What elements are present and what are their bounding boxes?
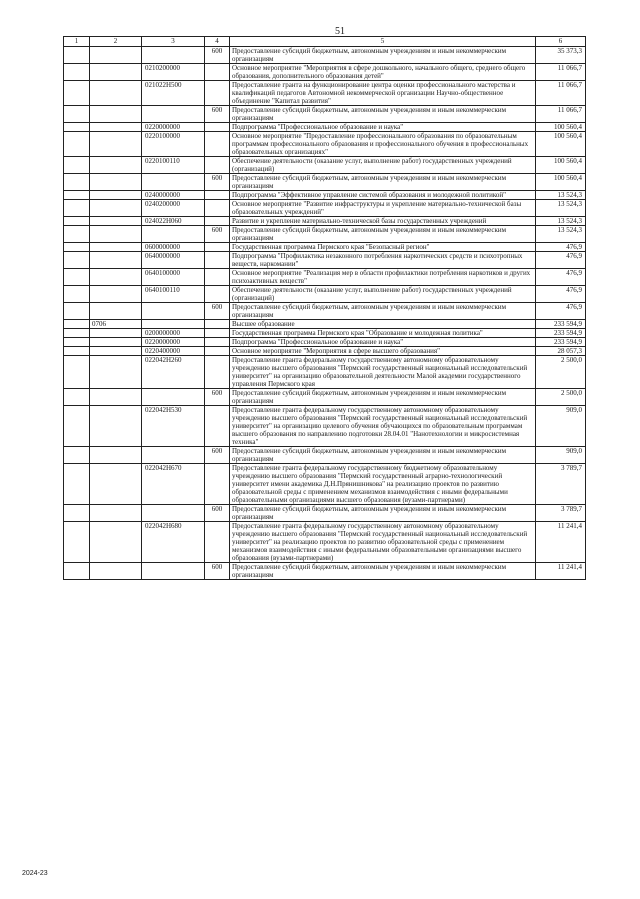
- table-cell-c1: [64, 356, 90, 389]
- column-header: 1: [64, 37, 90, 47]
- table-cell-c1: [64, 347, 90, 356]
- table-cell-c5: Основное мероприятие "Развитие инфраструктуры и укрепление материально-технической базы образовательных учреждений": [230, 200, 536, 217]
- table-cell-c3: [142, 320, 205, 329]
- table-cell-c5: Предоставление гранта федеральному государственному автономному образовательному учреждению высшего образования "Пермский государственный национальный исследовательский университет" на организацию целевого обучения обучающихся по образовательным программам высшего образования по направлению подготовки 28.04.01 "Нанотехнологии и микросистемная техника": [230, 406, 536, 447]
- table-cell-c1: [64, 226, 90, 243]
- table-cell-c6: 11 066,7: [536, 81, 586, 106]
- table-cell-c5: Предоставление субсидий бюджетным, автономным учреждениям и иным некоммерческим организациям: [230, 447, 536, 464]
- table-cell-c4: 600: [205, 447, 230, 464]
- table-row: [64, 217, 586, 226]
- table-cell-c6: 476,9: [536, 243, 586, 252]
- table-cell-c6: 909,0: [536, 406, 586, 447]
- table-cell-c4: [205, 64, 230, 81]
- table-cell-c3: 0240000000: [142, 191, 205, 200]
- table-cell-c5: Основное мероприятие "Мероприятия в сфере высшего образования": [230, 347, 536, 356]
- table-row: [64, 347, 586, 356]
- table-cell-c1: [64, 252, 90, 269]
- table-cell-c3: 024022Н060: [142, 217, 205, 226]
- table-cell-c5: Предоставление субсидий бюджетным, автономным учреждениям и иным некоммерческим организациям: [230, 226, 536, 243]
- table-row: [64, 252, 586, 269]
- table-cell-c4: 600: [205, 174, 230, 191]
- table-row: [64, 64, 586, 81]
- table-cell-c3: 0640100110: [142, 286, 205, 303]
- table-cell-c3: [142, 47, 205, 64]
- table-cell-c1: [64, 464, 90, 505]
- table-cell-c3: 0210200000: [142, 64, 205, 81]
- table-cell-c1: [64, 106, 90, 123]
- table-cell-c1: [64, 64, 90, 81]
- table-cell-c3: 0640100000: [142, 269, 205, 286]
- table-cell-c2: [90, 243, 142, 252]
- table-cell-c6: 2 500,0: [536, 356, 586, 389]
- table-cell-c3: 022042Н680: [142, 522, 205, 563]
- table-cell-c4: [205, 356, 230, 389]
- table-cell-c5: Основное мероприятие "Мероприятия в сфере дошкольного, начального общего, среднего общего образования, дополнительного образования детей": [230, 64, 536, 81]
- table-cell-c6: 100 560,4: [536, 174, 586, 191]
- table-cell-c5: Обеспечение деятельности (оказание услуг, выполнение работ) государственных учреждений (организаций): [230, 157, 536, 174]
- table-cell-c5: Основное мероприятие "Реализация мер в области профилактики потребления наркотиков и других психоактивных веществ": [230, 269, 536, 286]
- table-cell-c5: Государственная программа Пермского края "Образование и молодежная политика": [230, 329, 536, 338]
- table-cell-c3: [142, 106, 205, 123]
- table-row: [64, 243, 586, 252]
- table-cell-c2: [90, 252, 142, 269]
- table-cell-c5: Подпрограмма "Профилактика незаконного потребления наркотических средств и психотропных веществ, наркомании": [230, 252, 536, 269]
- table-cell-c4: [205, 406, 230, 447]
- table-cell-c3: 0600000000: [142, 243, 205, 252]
- table-cell-c2: [90, 406, 142, 447]
- table-cell-c1: [64, 522, 90, 563]
- table-cell-c6: 233 594,9: [536, 329, 586, 338]
- table-row: [64, 47, 586, 64]
- table-cell-c1: [64, 47, 90, 64]
- table-row: [64, 320, 586, 329]
- table-cell-c2: [90, 157, 142, 174]
- table-cell-c4: [205, 123, 230, 132]
- footer-mark: 2024-23: [22, 870, 48, 877]
- table-body: [64, 47, 586, 580]
- table-cell-c6: 476,9: [536, 286, 586, 303]
- table-row: [64, 157, 586, 174]
- table-cell-c3: 0220000000: [142, 123, 205, 132]
- table-cell-c2: [90, 464, 142, 505]
- table-cell-c4: [205, 338, 230, 347]
- table-cell-c2: [90, 106, 142, 123]
- table-cell-c1: [64, 132, 90, 157]
- table-cell-c1: [64, 123, 90, 132]
- column-header: 4: [205, 37, 230, 47]
- budget-table: [63, 36, 586, 580]
- table-cell-c2: [90, 303, 142, 320]
- table-row: [64, 191, 586, 200]
- table-cell-c4: 600: [205, 47, 230, 64]
- table-cell-c4: [205, 191, 230, 200]
- table-cell-c1: [64, 338, 90, 347]
- table-row: [64, 123, 586, 132]
- table-cell-c4: [205, 252, 230, 269]
- table-cell-c5: Обеспечение деятельности (оказание услуг, выполнение работ) государственных учреждений (организаций): [230, 286, 536, 303]
- table-cell-c5: Предоставление субсидий бюджетным, автономным учреждениям и иным некоммерческим организациям: [230, 174, 536, 191]
- table-cell-c6: 13 524,3: [536, 217, 586, 226]
- table-row: [64, 303, 586, 320]
- table-cell-c2: [90, 356, 142, 389]
- table-cell-c4: [205, 217, 230, 226]
- column-header: 6: [536, 37, 586, 47]
- table-cell-c4: [205, 81, 230, 106]
- table-cell-c1: [64, 191, 90, 200]
- column-header: 5: [230, 37, 536, 47]
- table-cell-c2: [90, 329, 142, 338]
- table-cell-c5: Предоставление гранта федеральному государственному автономному образовательному учреждению высшего образования "Пермский государственный национальный исследовательский университет" на организацию образовательной деятельности Малой академии государственного управления Пермского края: [230, 356, 536, 389]
- table-cell-c4: [205, 347, 230, 356]
- table-row: [64, 447, 586, 464]
- table-cell-c6: 3 789,7: [536, 505, 586, 522]
- table-cell-c2: [90, 347, 142, 356]
- table-cell-c2: [90, 522, 142, 563]
- table-cell-c2: [90, 286, 142, 303]
- table-cell-c2: [90, 123, 142, 132]
- table-cell-c1: [64, 303, 90, 320]
- table-cell-c1: [64, 81, 90, 106]
- table-cell-c2: [90, 563, 142, 580]
- table-row: [64, 464, 586, 505]
- table-cell-c6: 100 560,4: [536, 157, 586, 174]
- table-cell-c1: [64, 329, 90, 338]
- table-cell-c3: 022042Н670: [142, 464, 205, 505]
- table-cell-c5: Развитие и укрепление материально-технической базы государственных учреждений: [230, 217, 536, 226]
- table-cell-c5: Предоставление субсидий бюджетным, автономным учреждениям и иным некоммерческим организациям: [230, 563, 536, 580]
- table-row: [64, 329, 586, 338]
- table-cell-c3: [142, 303, 205, 320]
- table-cell-c3: [142, 563, 205, 580]
- table-cell-c2: [90, 64, 142, 81]
- table-cell-c2: [90, 226, 142, 243]
- table-cell-c3: [142, 226, 205, 243]
- table-cell-c5: Предоставление субсидий бюджетным, автономным учреждениям и иным некоммерческим организациям: [230, 47, 536, 64]
- table-cell-c2: [90, 269, 142, 286]
- table-cell-c6: 11 066,7: [536, 64, 586, 81]
- table-row: [64, 389, 586, 406]
- table-cell-c3: 0240200000: [142, 200, 205, 217]
- table-cell-c5: Предоставление субсидий бюджетным, автономным учреждениям и иным некоммерческим организациям: [230, 303, 536, 320]
- table-cell-c3: 0220400000: [142, 347, 205, 356]
- table-row: [64, 174, 586, 191]
- column-header: 3: [142, 37, 205, 47]
- table-cell-c3: 0220100000: [142, 132, 205, 157]
- table-cell-c1: [64, 505, 90, 522]
- table-row: [64, 563, 586, 580]
- table-cell-c1: [64, 563, 90, 580]
- table-cell-c3: 0200000000: [142, 329, 205, 338]
- table-cell-c3: 0220100110: [142, 157, 205, 174]
- table-cell-c4: 600: [205, 303, 230, 320]
- page-number: 51: [335, 26, 345, 37]
- table-cell-c3: [142, 174, 205, 191]
- table-row: [64, 505, 586, 522]
- table-cell-c4: [205, 320, 230, 329]
- table-cell-c6: 476,9: [536, 303, 586, 320]
- table-row: [64, 106, 586, 123]
- table-row: [64, 406, 586, 447]
- table-cell-c1: [64, 174, 90, 191]
- table-cell-c4: 600: [205, 106, 230, 123]
- table-row: [64, 286, 586, 303]
- table-cell-c3: 021022Н500: [142, 81, 205, 106]
- table-cell-c6: 35 373,3: [536, 47, 586, 64]
- table-cell-c1: [64, 217, 90, 226]
- table-cell-c6: 13 524,3: [536, 226, 586, 243]
- table-cell-c2: [90, 47, 142, 64]
- table-cell-c5: Предоставление субсидий бюджетным, автономным учреждениям и иным некоммерческим организациям: [230, 106, 536, 123]
- table-cell-c1: [64, 200, 90, 217]
- table-cell-c5: Предоставление субсидий бюджетным, автономным учреждениям и иным некоммерческим организациям: [230, 505, 536, 522]
- table-cell-c2: [90, 447, 142, 464]
- table-row: [64, 200, 586, 217]
- table-cell-c3: 022042Н530: [142, 406, 205, 447]
- table-header-row: [64, 37, 586, 47]
- table-cell-c4: [205, 522, 230, 563]
- table-cell-c5: Предоставление субсидий бюджетным, автономным учреждениям и иным некоммерческим организациям: [230, 389, 536, 406]
- table-cell-c5: Предоставление гранта федеральному государственному бюджетному образовательному учреждению высшего образования "Пермский государственный аграрно-технологический университет имени академика Д.Н.Прянишникова" на реализацию проектов по развитию образовательной среды с применением механизмов взаимодействия с иными федеральными образовательными организациями высшего образования (вузами-партнерами): [230, 464, 536, 505]
- table-cell-c6: 100 560,4: [536, 123, 586, 132]
- table-row: [64, 522, 586, 563]
- table-cell-c5: Основное мероприятие "Предоставление профессионального образования по образовательным программам профессионального образования и профессионального обучения в профессиональных образовательных организациях": [230, 132, 536, 157]
- table-cell-c2: [90, 338, 142, 347]
- table-cell-c5: Подпрограмма "Профессиональное образование и наука": [230, 338, 536, 347]
- table-cell-c1: [64, 447, 90, 464]
- table-cell-c6: 3 789,7: [536, 464, 586, 505]
- table-cell-c4: [205, 329, 230, 338]
- budget-table-container: [63, 36, 585, 580]
- table-cell-c2: [90, 191, 142, 200]
- table-cell-c1: [64, 389, 90, 406]
- table-cell-c5: Государственная программа Пермского края "Безопасный регион": [230, 243, 536, 252]
- table-row: [64, 356, 586, 389]
- table-cell-c5: Подпрограмма "Эффективное управление системой образования и молодежной политикой": [230, 191, 536, 200]
- table-cell-c2: [90, 505, 142, 522]
- table-cell-c6: 28 057,3: [536, 347, 586, 356]
- table-cell-c1: [64, 320, 90, 329]
- table-cell-c6: 476,9: [536, 269, 586, 286]
- table-cell-c6: 11 241,4: [536, 522, 586, 563]
- table-cell-c1: [64, 243, 90, 252]
- table-cell-c3: [142, 505, 205, 522]
- table-row: [64, 269, 586, 286]
- table-cell-c6: 233 594,9: [536, 320, 586, 329]
- table-cell-c4: [205, 200, 230, 217]
- table-cell-c4: 600: [205, 389, 230, 406]
- table-cell-c3: [142, 389, 205, 406]
- table-cell-c2: [90, 389, 142, 406]
- table-cell-c4: [205, 286, 230, 303]
- table-row: [64, 338, 586, 347]
- table-cell-c4: 600: [205, 563, 230, 580]
- table-cell-c1: [64, 286, 90, 303]
- table-cell-c1: [64, 269, 90, 286]
- table-cell-c2: [90, 200, 142, 217]
- table-cell-c5: Предоставление гранта на функционирование центра оценки профессионального мастерства и квалификаций педагогов Автономной некоммерческой организации Научно-общественное объединение "Капитал развития": [230, 81, 536, 106]
- table-cell-c5: Предоставление гранта федеральному государственному автономному образовательному учреждению высшего образования "Пермский государственный национальный исследовательский университет" на реализацию проектов по развитию образовательной среды с применением механизмов взаимодействия с иными федеральными образовательными организациями высшего образования (вузами-партнерами): [230, 522, 536, 563]
- table-cell-c4: [205, 132, 230, 157]
- table-cell-c2: 0706: [90, 320, 142, 329]
- table-cell-c6: 11 066,7: [536, 106, 586, 123]
- table-cell-c4: 600: [205, 226, 230, 243]
- table-cell-c6: 2 500,0: [536, 389, 586, 406]
- table-cell-c4: [205, 157, 230, 174]
- table-cell-c5: Подпрограмма "Профессиональное образование и наука": [230, 123, 536, 132]
- table-cell-c6: 100 560,4: [536, 132, 586, 157]
- table-row: [64, 81, 586, 106]
- table-cell-c3: 022042Н260: [142, 356, 205, 389]
- table-row: [64, 132, 586, 157]
- table-cell-c6: 909,0: [536, 447, 586, 464]
- table-cell-c4: 600: [205, 505, 230, 522]
- table-cell-c4: [205, 243, 230, 252]
- table-cell-c4: [205, 464, 230, 505]
- table-cell-c1: [64, 406, 90, 447]
- table-cell-c3: 0220000000: [142, 338, 205, 347]
- table-cell-c3: 0640000000: [142, 252, 205, 269]
- table-cell-c3: [142, 447, 205, 464]
- column-header: 2: [90, 37, 142, 47]
- table-cell-c2: [90, 217, 142, 226]
- table-cell-c6: 13 524,3: [536, 191, 586, 200]
- table-cell-c2: [90, 81, 142, 106]
- table-cell-c2: [90, 132, 142, 157]
- table-cell-c6: 233 594,9: [536, 338, 586, 347]
- table-cell-c1: [64, 157, 90, 174]
- table-cell-c6: 476,9: [536, 252, 586, 269]
- table-cell-c6: 13 524,3: [536, 200, 586, 217]
- table-cell-c5: Высшее образование: [230, 320, 536, 329]
- table-row: [64, 226, 586, 243]
- table-cell-c4: [205, 269, 230, 286]
- table-cell-c6: 11 241,4: [536, 563, 586, 580]
- table-cell-c2: [90, 174, 142, 191]
